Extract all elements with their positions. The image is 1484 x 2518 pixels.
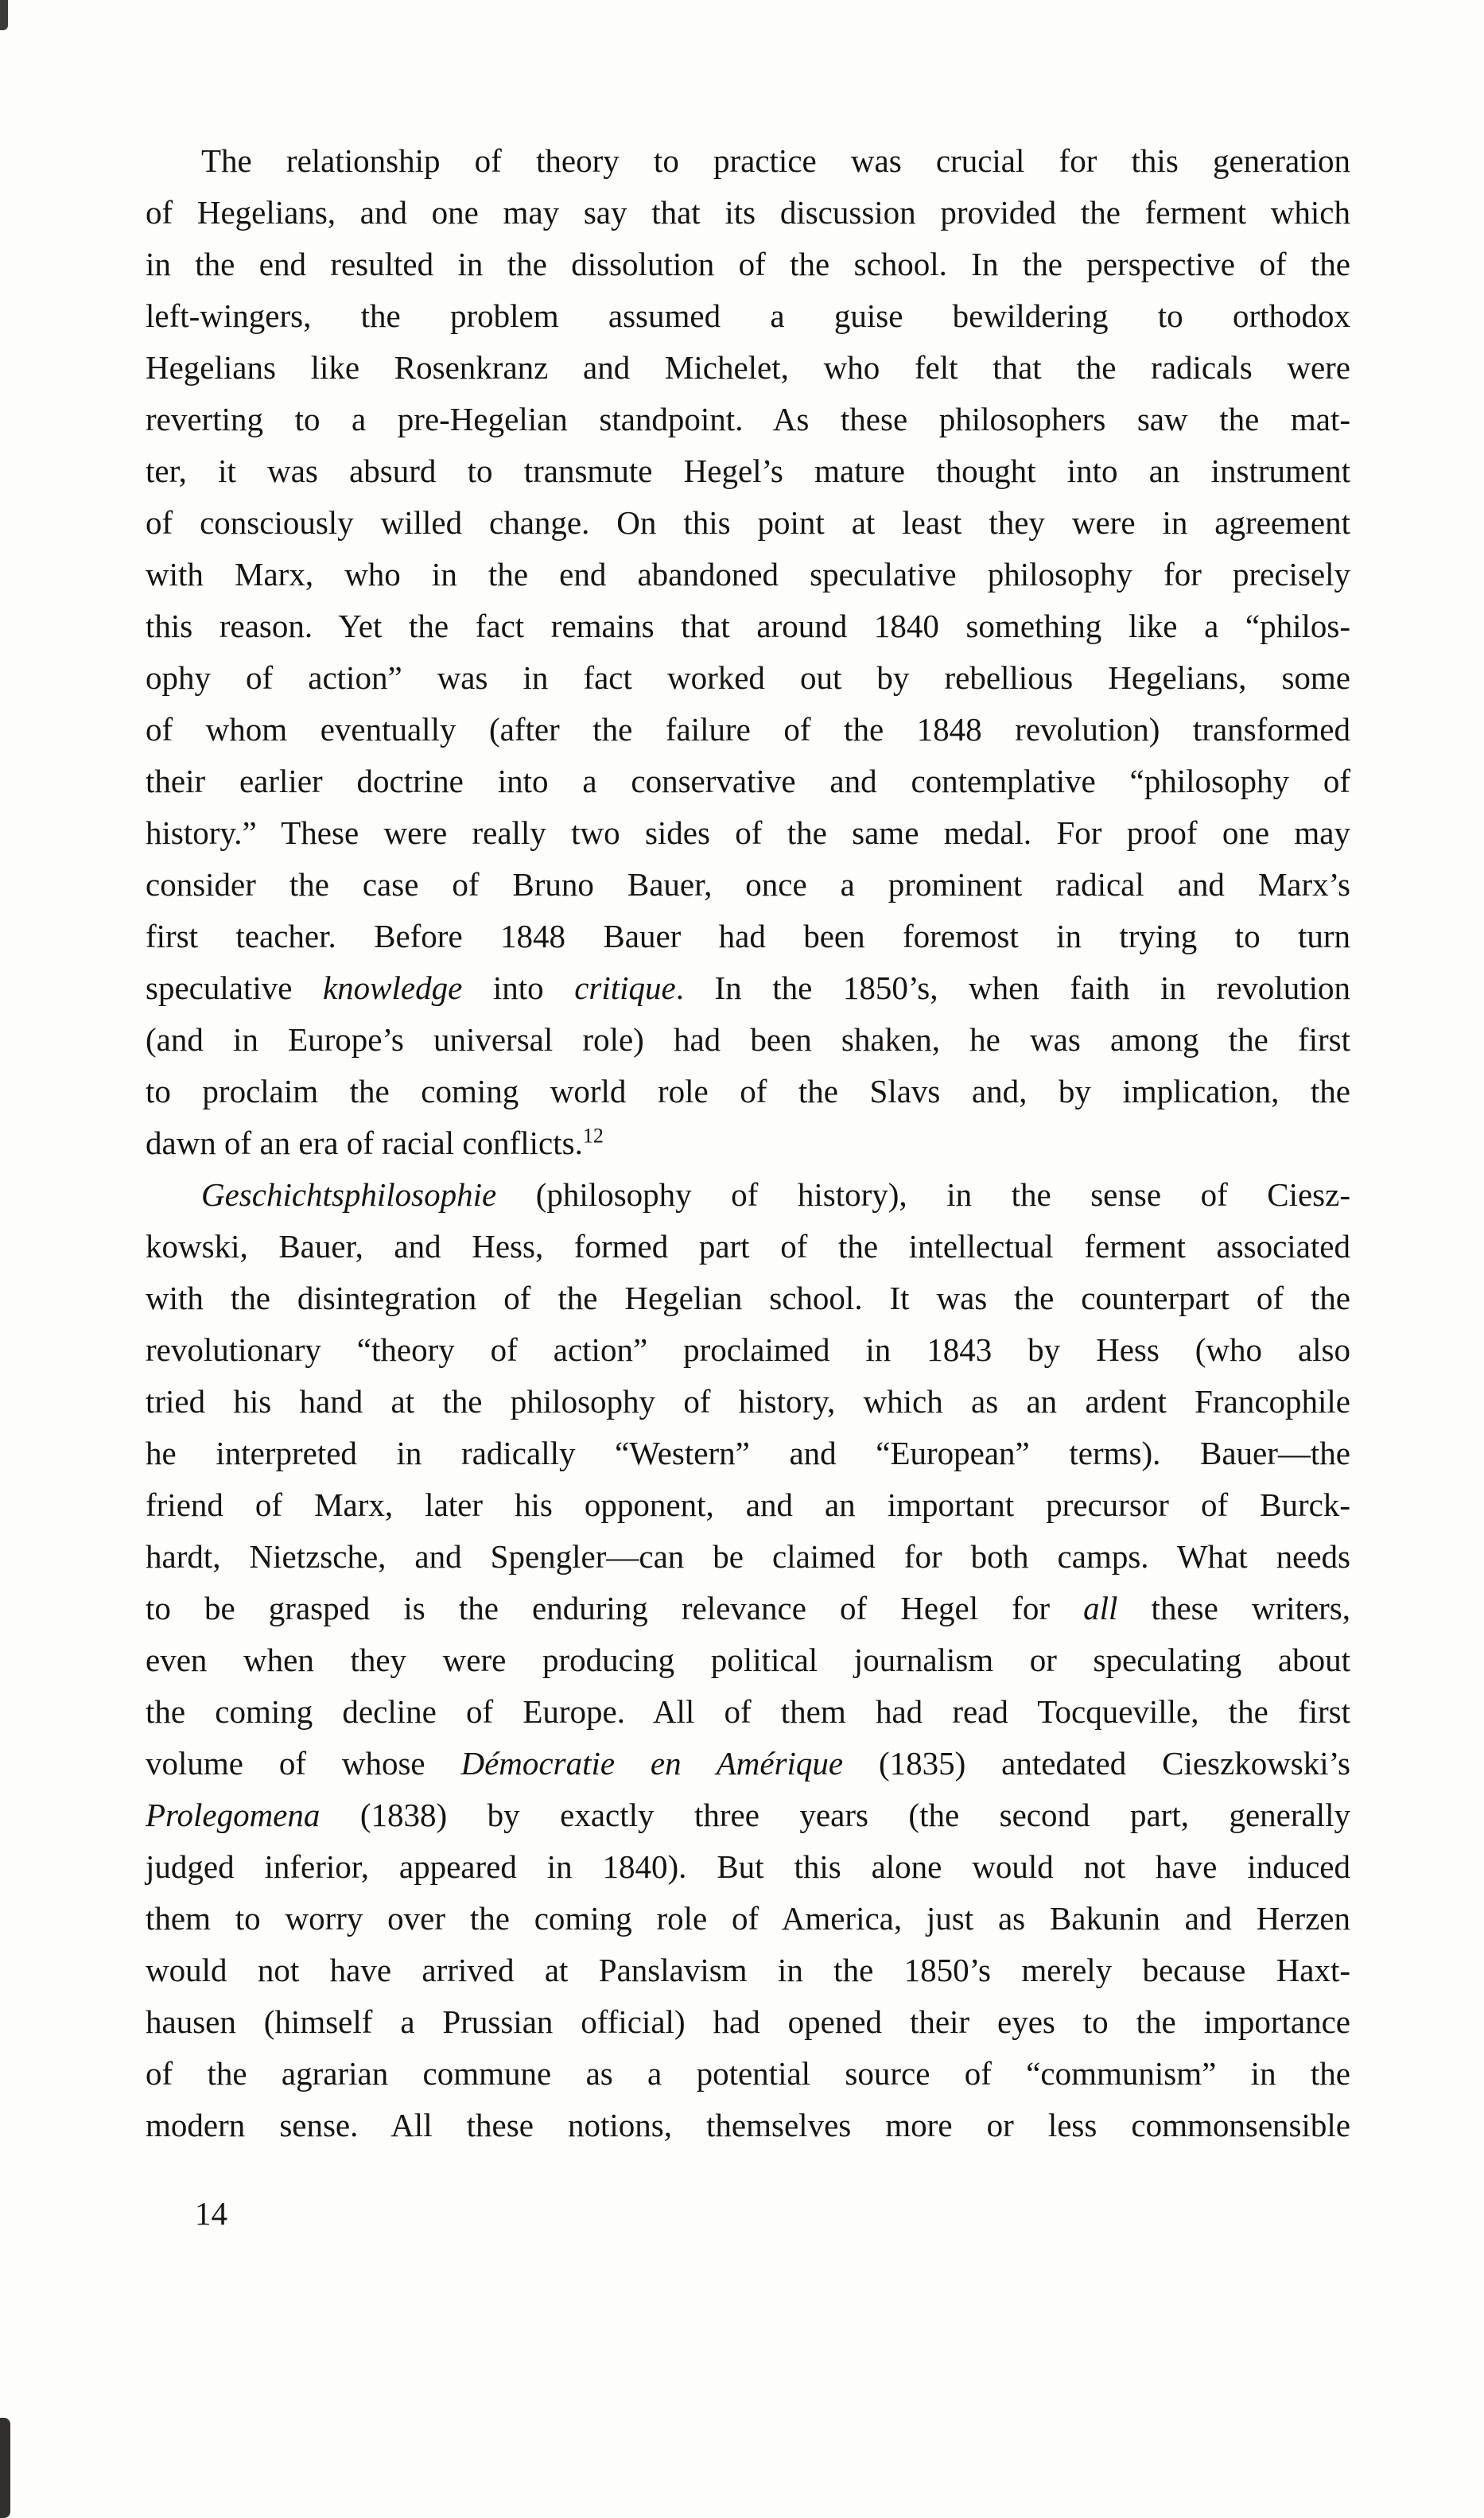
text-line: friend of Marx, later his opponent, and an important precursor of Burck- — [146, 1486, 1350, 1523]
page-body-text — [146, 135, 1350, 2240]
emphasized-text: critique — [574, 970, 676, 1006]
text-line: hausen (himself a Prussian official) had opened their eyes to the importance — [146, 2003, 1350, 2040]
text-line: history.” These were really two sides of the same medal. For proof one may — [146, 814, 1350, 851]
text-line: in the end resulted in the dissolution of the school. In the perspective of the — [146, 246, 1350, 282]
emphasized-text: knowledge — [322, 970, 463, 1006]
emphasized-text: Prolegomena — [146, 1797, 320, 1833]
emphasized-text: Démocratie en Amérique — [460, 1745, 844, 1782]
text-line: ophy of action” was in fact worked out by rebellious Hegelians, some — [146, 659, 1350, 696]
text-line: hardt, Nietzsche, and Spengler—can be claimed for both camps. What needs — [146, 1538, 1350, 1575]
emphasized-text: Geschichtsphilosophie — [201, 1176, 497, 1213]
text-line: of whom eventually (after the failure of the 1848 revolution) transformed — [146, 711, 1350, 748]
text-line: of the agrarian commune as a potential source of “communism” in the — [146, 2055, 1350, 2092]
text-line: Hegelians like Rosenkranz and Michelet, who felt that the radicals were — [146, 349, 1350, 386]
text-line: their earlier doctrine into a conservative and contemplative “philosophy of — [146, 763, 1350, 799]
text-line: consider the case of Bruno Bauer, once a prominent radical and Marx’s — [146, 866, 1350, 903]
text-line: dawn of an era of racial conflicts.$^{12}$ — [146, 1124, 604, 1161]
text-line: even when they were producing political journalism or speculating about — [146, 1642, 1350, 1678]
text-line: with Marx, who in the end abandoned speculative philosophy for precisely — [146, 556, 1350, 593]
text-line: reverting to a pre-Hegelian standpoint. As these philosophers saw the mat- — [146, 401, 1350, 437]
text-line: modern sense. All these notions, themselves more or less commonsensible — [146, 2107, 1350, 2143]
scan-edge-artifact-bottom — [0, 2418, 10, 2518]
text-line: first teacher. Before 1848 Bauer had been foremost in trying to turn — [146, 918, 1350, 954]
text-line: speculative knowledge into critique. In the 1850’s, when faith in revolution — [146, 970, 1350, 1006]
text-line: kowski, Bauer, and Hess, formed part of the intellectual ferment associated — [146, 1228, 1350, 1265]
text-line: volume of whose Démocratie en Amérique (1835) antedated Cieszkowski’s — [146, 1745, 1351, 1782]
text-line: this reason. Yet the fact remains that around 1840 something like a “philos- — [146, 608, 1350, 644]
scan-edge-artifact-top — [0, 0, 8, 30]
text-line: Geschichtsphilosophie (philosophy of history), in the sense of Ciesz- — [201, 1176, 1350, 1213]
text-line: The relationship of theory to practice was crucial for this generation — [201, 142, 1350, 179]
emphasized-text: all — [1083, 1590, 1118, 1626]
text-line: he interpreted in radically “Western” and “European” terms). Bauer—the — [146, 1435, 1350, 1471]
text-line: ter, it was absurd to transmute Hegel’s mature thought into an instrument — [146, 453, 1350, 489]
text-line: them to worry over the coming role of America, just as Bakunin and Herzen — [146, 1900, 1350, 1937]
text-line: of Hegelians, and one may say that its discussion provided the ferment which — [146, 194, 1350, 231]
paragraphs — [146, 135, 1350, 2151]
text-line: judged inferior, appeared in 1840). But this alone would not have induced — [146, 1848, 1350, 1885]
text-line: Prolegomena (1838) by exactly three years (the second part, generally — [146, 1797, 1350, 1833]
footnote-marker: 12 — [582, 1124, 604, 1148]
text-line: of consciously willed change. On this point at least they were in agreement — [146, 504, 1350, 541]
text-line: would not have arrived at Panslavism in the 1850’s merely because Haxt- — [146, 1952, 1350, 1988]
text-line: revolutionary “theory of action” proclaimed in 1843 by Hess (who also — [146, 1331, 1350, 1368]
text-line: the coming decline of Europe. All of them had read Tocqueville, the first — [146, 1693, 1350, 1730]
text-line: tried his hand at the philosophy of history, which as an ardent Francophile — [146, 1383, 1350, 1420]
text-line: to be grasped is the enduring relevance of Hegel for all these writers, — [146, 1590, 1350, 1626]
page-number: 14 — [195, 2195, 227, 2232]
text-line: with the disintegration of the Hegelian school. It was the counterpart of the — [146, 1280, 1350, 1316]
text-line: left-wingers, the problem assumed a guise bewildering to orthodox — [146, 297, 1350, 334]
text-line: to proclaim the coming world role of the Slavs and, by implication, the — [146, 1073, 1350, 1109]
text-line: (and in Europe’s universal role) had been shaken, he was among the first — [146, 1021, 1350, 1058]
